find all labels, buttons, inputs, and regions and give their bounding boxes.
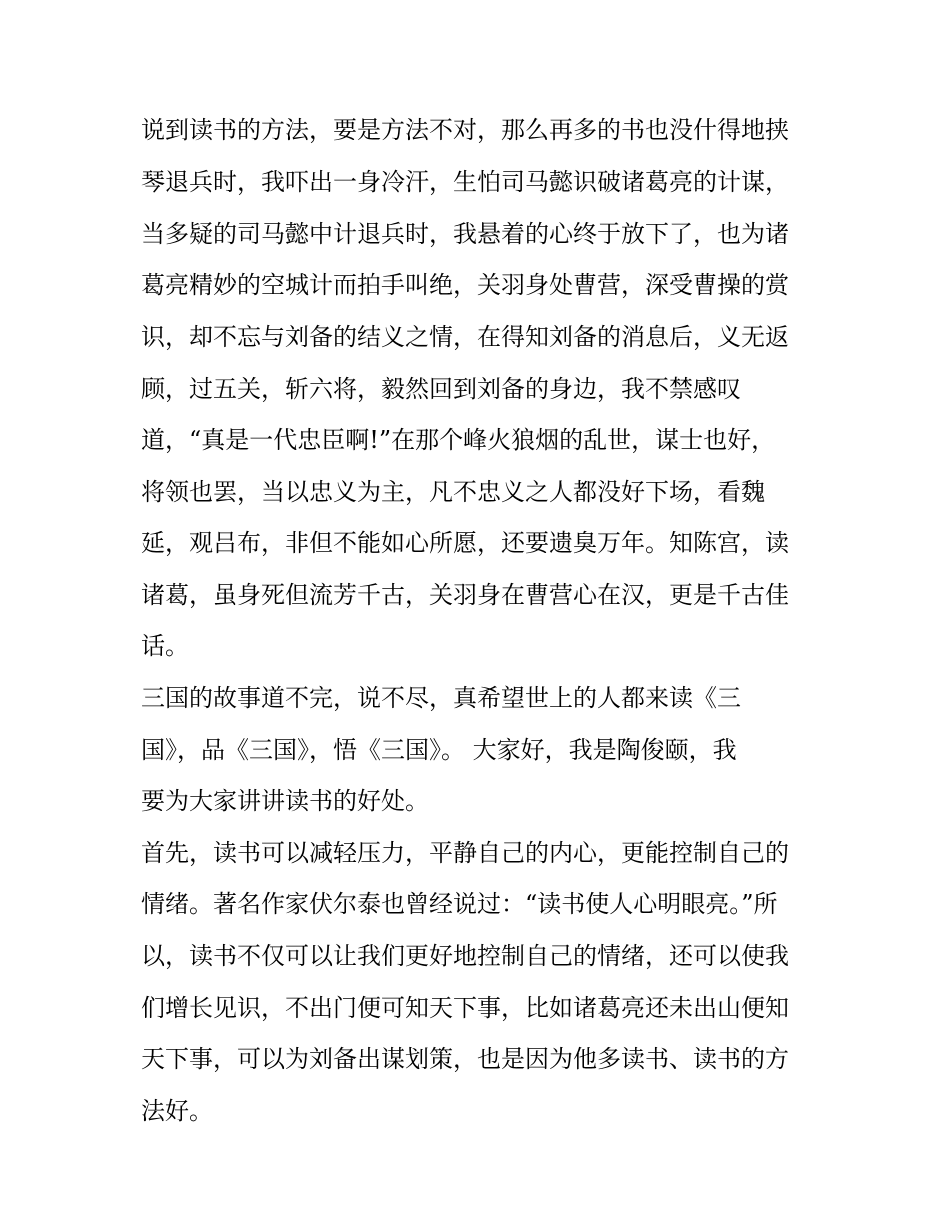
text-line: 诸葛，虽身死但流芳千古，关羽身在曹营心在汉，更是千古佳 (141, 581, 789, 609)
text-line: 话。 (141, 632, 189, 660)
text-line: 天下事，可以为刘备出谋划策，也是因为他多读书、读书的方 (141, 1045, 789, 1073)
text-line: 将领也罢，当以忠义为主，凡不忠义之人都没好下场，看魏 (141, 478, 765, 506)
text-line: 葛亮精妙的空城计而拍手叫绝，关羽身处曹营，深受曹操的赏 (141, 271, 789, 299)
text-line: 当多疑的司马懿中计退兵时，我悬着的心终于放下了，也为诸 (141, 220, 789, 248)
text-line: 延，观吕布，非但不能如心所愿，还要遗臭万年。知陈宫，读 (141, 529, 789, 557)
text-line: 要为大家讲讲读书的好处。 (141, 787, 429, 815)
text-line: 三国的故事道不完，说不尽，真希望世上的人都来读《三 (141, 684, 741, 712)
text-line: 识，却不忘与刘备的结义之情，在得知刘备的消息后，义无返 (141, 323, 789, 351)
text-line: 法好。 (141, 1097, 213, 1125)
text-line: 们增长见识，不出门便可知天下事，比如诸葛亮还未出山便知 (141, 994, 789, 1022)
text-line: 琴退兵时，我吓出一身冷汗，生怕司马懿识破诸葛亮的计谋， (141, 168, 789, 196)
text-line: 以，读书不仅可以让我们更好地控制自己的情绪，还可以使我 (141, 942, 789, 970)
text-line: 顾，过五关，斩六将，毅然回到刘备的身边，我不禁感叹 (141, 375, 741, 403)
text-line: 国》，品《三国》，悟《三国》。 大家好，我是陶俊颐，我 (141, 736, 737, 764)
text-line: 说到读书的方法，要是方法不对，那么再多的书也没什得地挟 (141, 116, 789, 144)
text-line: 首先，读书可以减轻压力，平静自己的内心，更能控制自己的 (141, 839, 789, 867)
text-line: 道，“真是一代忠臣啊!”在那个峰火狼烟的乱世，谋士也好， (141, 426, 776, 454)
text-line: 情绪。著名作家伏尔泰也曾经说过：“读书使人心明眼亮。”所 (141, 890, 778, 918)
